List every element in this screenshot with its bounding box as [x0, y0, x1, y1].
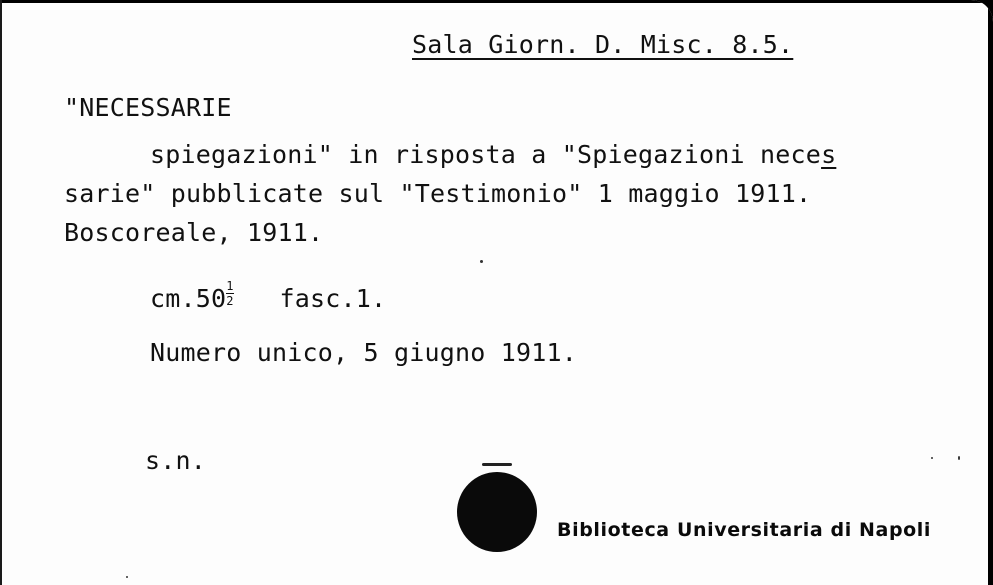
- shelfmark: Sala Giorn. D. Misc. 8.5.: [412, 30, 794, 59]
- issue-note: Numero unico, 5 giugno 1911.: [150, 338, 578, 367]
- speck-dot: [931, 457, 933, 459]
- library-seal-icon: [457, 472, 537, 552]
- card-left-edge: [0, 0, 2, 585]
- description-line-2: [150, 142, 836, 167]
- fraction-denominator: 2: [226, 294, 234, 308]
- physical-description-line: [150, 280, 386, 311]
- fascicle-value: fasc.1.: [279, 284, 387, 313]
- size-fraction: [226, 280, 233, 307]
- card-top-edge: [0, 0, 993, 3]
- speck-dot: [126, 576, 128, 578]
- card-right-edge: [988, 0, 993, 585]
- description-line-2-text: spiegazioni" in risposta a "Spiegazioni nece: [150, 140, 822, 169]
- title-line: "NECESSARIE: [64, 93, 232, 122]
- speck-dot: [958, 456, 960, 460]
- speck-dot: [480, 260, 483, 263]
- fraction-numerator: 1: [226, 279, 234, 293]
- publisher-note: s.n.: [145, 446, 207, 475]
- size-value: cm.50: [150, 284, 227, 313]
- library-stamp-text: Biblioteca Universitaria di Napoli: [557, 519, 932, 541]
- description-line-3: sarie" pubblicate sul "Testimonio" 1 maggio 1911.: [64, 179, 812, 208]
- stamp-mark: [482, 463, 512, 466]
- description-line-2-underlined: s: [821, 140, 837, 169]
- place-date-line: Boscoreale, 1911.: [64, 218, 324, 247]
